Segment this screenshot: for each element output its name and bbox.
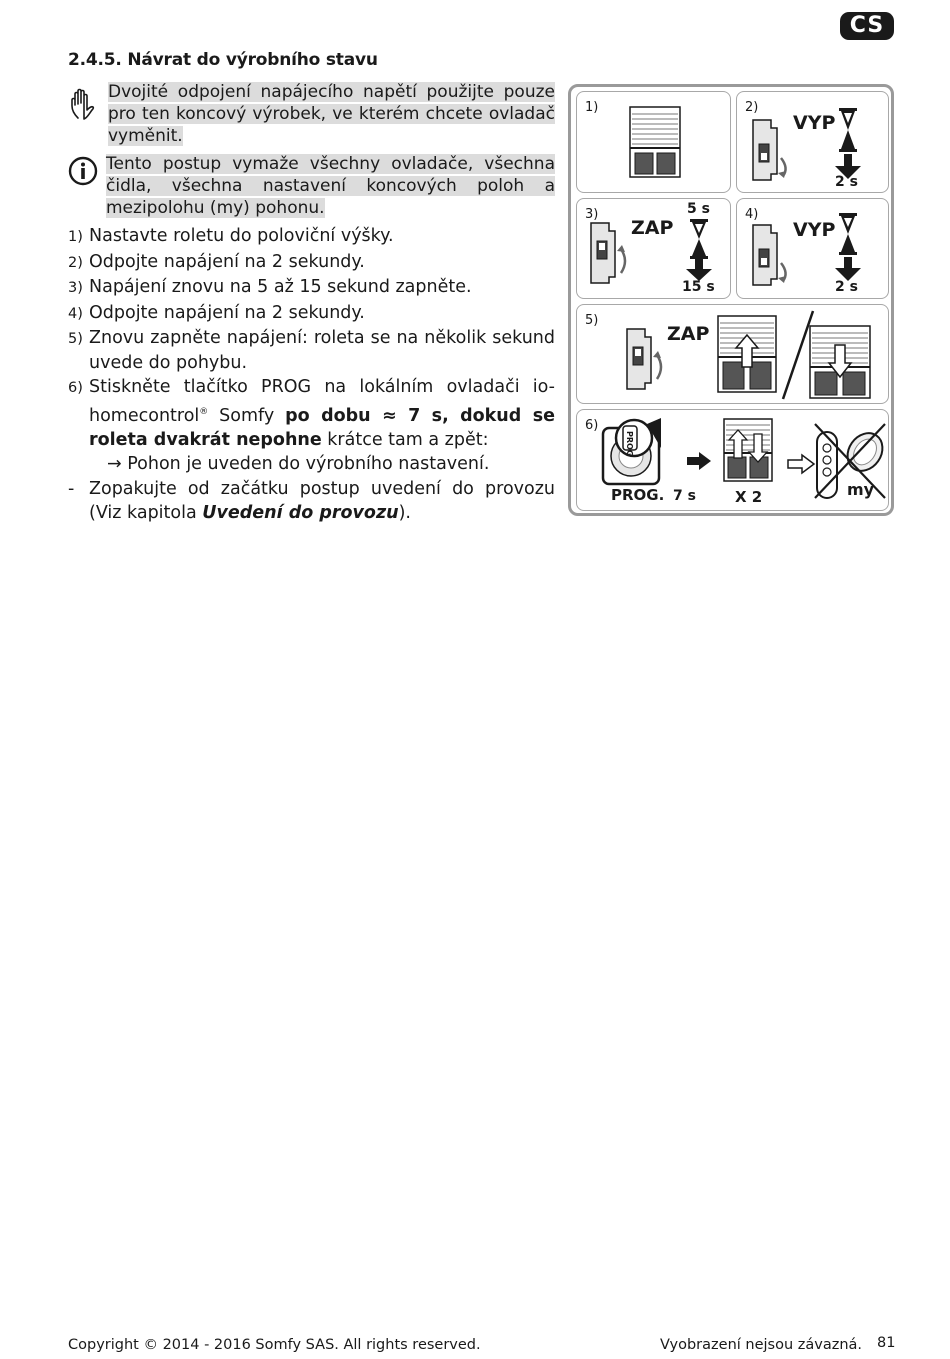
step-2 bbox=[68, 250, 555, 276]
down-arrow-icon bbox=[686, 259, 712, 281]
step-number: 4) bbox=[68, 305, 83, 322]
panel-label: 4) bbox=[745, 207, 759, 222]
circuit-breaker-on-icon bbox=[585, 221, 631, 285]
duration-label: 2 s bbox=[835, 279, 858, 295]
step-text: Odpojte napájení na 2 sekundy. bbox=[89, 302, 365, 323]
info-note-text: Tento postup vymaže všechny ovladače, všechna čidla, všechna nastavení koncových poloh a mezipolohu (my) pohonu. bbox=[106, 154, 555, 218]
circuit-breaker-off-icon bbox=[747, 223, 793, 287]
hourglass-icon bbox=[839, 108, 857, 152]
step-text: Znovu zapněte napájení: roleta se na několik sekund uvede do pohybu. bbox=[89, 328, 555, 373]
chapter-reference: Uvedení do provozu bbox=[202, 503, 399, 524]
figure-panel-1 bbox=[576, 91, 731, 193]
down-arrow-icon bbox=[835, 257, 861, 281]
language-badge: CS bbox=[840, 12, 894, 40]
prog-label: PROG. bbox=[611, 486, 665, 504]
step-3 bbox=[68, 275, 555, 301]
registered-mark: ® bbox=[199, 406, 209, 417]
result-text: → Pohon je uveden do výrobního nastavení. bbox=[107, 454, 490, 475]
on-label: ZAP bbox=[631, 217, 674, 239]
disclaimer: Vyobrazení nejsou závazná. bbox=[660, 1337, 863, 1353]
repeat-text-a: Zopakujte od začátku postup uvedení do provozu (Viz kapitola bbox=[89, 478, 555, 524]
figure-panel-6 bbox=[576, 409, 889, 511]
min-duration-label: 5 s bbox=[687, 201, 710, 217]
step-number: 1) bbox=[68, 229, 83, 245]
step6-text-c: krátce tam a zpět: bbox=[321, 429, 489, 450]
step-number: 5) bbox=[68, 331, 83, 347]
step6-text-a: Stiskněte tlačítko PROG na lokálním ovladači io-homecontrol bbox=[89, 377, 555, 426]
press-duration-label: 7 s bbox=[673, 488, 696, 504]
step-text bbox=[89, 375, 555, 452]
off-label: VYP bbox=[793, 219, 836, 241]
repeat-text-b: ). bbox=[398, 503, 411, 524]
step-6 bbox=[68, 375, 555, 452]
step6-text-b: Somfy bbox=[208, 405, 286, 426]
procedure-steps bbox=[68, 224, 555, 526]
info-icon bbox=[68, 156, 98, 186]
panel-label: 1) bbox=[585, 100, 599, 115]
figure-panel-2 bbox=[736, 91, 889, 193]
right-arrow-icon bbox=[687, 452, 711, 470]
shutter-moving-down-icon bbox=[809, 325, 871, 399]
step-1 bbox=[68, 224, 555, 250]
dash: - bbox=[68, 478, 75, 499]
local-control-prog-icon bbox=[599, 414, 673, 492]
repeat-count-label: X 2 bbox=[735, 488, 763, 506]
half-closed-shutter-window-icon bbox=[629, 106, 681, 178]
section-heading: 2.4.5. Návrat do výrobního stavu bbox=[68, 50, 378, 70]
step-4 bbox=[68, 301, 555, 327]
off-label: VYP bbox=[793, 112, 836, 134]
my-button-label: my bbox=[847, 480, 875, 499]
circuit-breaker-on-icon bbox=[621, 327, 667, 391]
repeat-line bbox=[68, 477, 555, 526]
prog-button-text: PROG bbox=[625, 431, 634, 457]
panel-label: 3) bbox=[585, 207, 599, 222]
shutter-up-down-icon bbox=[723, 418, 773, 482]
copyright: Copyright © 2014 - 2016 Somfy SAS. All rights reserved. bbox=[68, 1337, 481, 1353]
page-number: 81 bbox=[877, 1335, 896, 1351]
panel-label: 5) bbox=[585, 313, 599, 328]
step-5 bbox=[68, 326, 555, 375]
step-text: Nastavte roletu do poloviční výšky. bbox=[89, 226, 394, 246]
panel-label: 6) bbox=[585, 418, 599, 433]
hourglass-icon bbox=[690, 219, 708, 259]
step6-bold: po dobu ≈ 7 s, dokud se roleta dvakrát nepohne bbox=[89, 405, 555, 450]
procedure-figure bbox=[568, 84, 894, 516]
step-number: 6) bbox=[68, 380, 83, 396]
info-note bbox=[106, 153, 555, 219]
result-line bbox=[68, 452, 555, 477]
circuit-breaker-off-icon bbox=[747, 118, 793, 182]
figure-panel-4 bbox=[736, 198, 889, 299]
figure-panel-5 bbox=[576, 304, 889, 404]
step-text: Napájení znovu na 5 až 15 sekund zapněte. bbox=[89, 277, 472, 297]
step-number: 2) bbox=[68, 254, 83, 271]
hand-warning-icon bbox=[70, 88, 100, 122]
shutter-moving-up-icon bbox=[717, 315, 777, 393]
duration-label: 2 s bbox=[835, 174, 858, 190]
hourglass-icon bbox=[839, 213, 857, 255]
repeat-text bbox=[89, 477, 555, 526]
panel-label: 2) bbox=[745, 100, 759, 115]
step-text: Odpojte napájení na 2 sekundy. bbox=[89, 251, 365, 272]
warning-note-text: Dvojité odpojení napájecího napětí použijte pouze pro ten koncový výrobek, ve kterém chcete ovladač vyměnit. bbox=[108, 82, 555, 146]
warning-note bbox=[108, 81, 555, 147]
max-duration-label: 15 s bbox=[682, 279, 715, 295]
step-number: 3) bbox=[68, 280, 83, 296]
on-label: ZAP bbox=[667, 323, 710, 345]
figure-panel-3 bbox=[576, 198, 731, 299]
